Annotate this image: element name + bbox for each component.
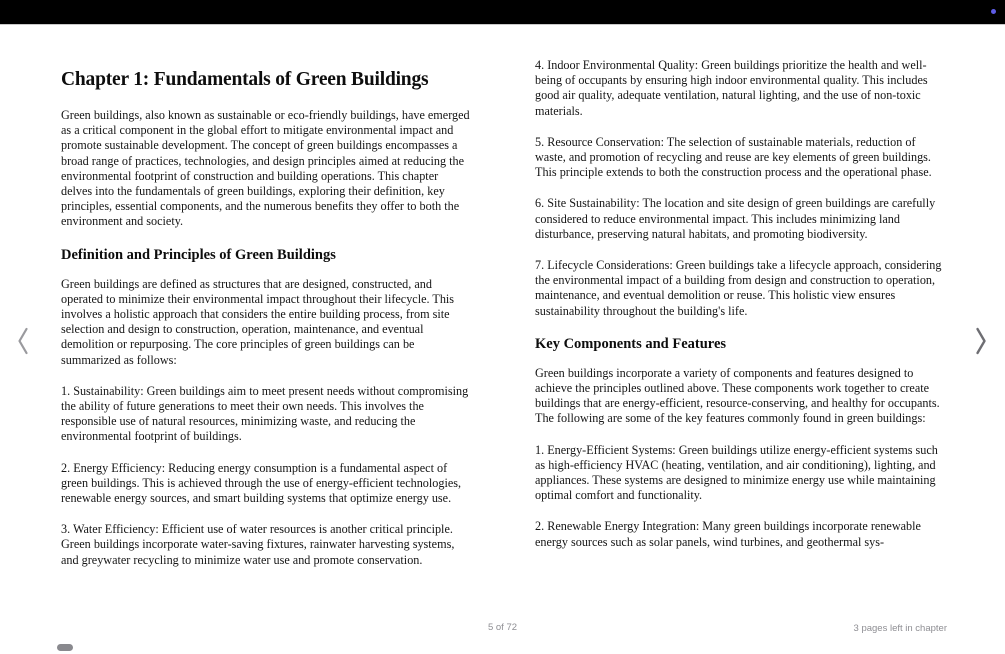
menu-bar bbox=[0, 0, 1005, 25]
chevron-right-icon bbox=[974, 326, 988, 356]
paragraph-component-2: 2. Renewable Energy Integration: Many green buildings incorporate renewable energy sources such as solar panels, wind turbines, and geothermal sys- bbox=[535, 519, 921, 549]
section-heading-components: Key Components and Features bbox=[535, 335, 727, 352]
section-heading-definition: Definition and Principles of Green Buildings bbox=[61, 246, 336, 263]
left-page bbox=[61, 68, 471, 568]
paragraph-principle-4: 4. Indoor Environmental Quality: Green buildings prioritize the health and well-being of occupants by ensuring high indoor environmental quality. This includes good air quality, adequate ventilation, natural lighting, and the use of non-toxic materials. bbox=[535, 58, 928, 118]
paragraph-components-intro: Green buildings incorporate a variety of components and features designed to achieve the principles outlined above. These components work together to create buildings that are energy-efficient, resource-conserving, and healthy for occupants. The following are some of the key features commonly found in green buildings: bbox=[535, 365, 940, 426]
paragraph-principle-5: 5. Resource Conservation: The selection of sustainable materials, reduction of waste, and promotion of recycling and reuse are key elements of green buildings. This principle extends to both the construction process and the operational phase. bbox=[535, 134, 932, 180]
paragraph-component-1: 1. Energy-Efficient Systems: Green buildings utilize energy-efficient systems such as high-efficiency HVAC (heating, ventilation, and air conditioning), lighting, and appliances. These systems are designed to minimize energy use while maintaining optimal comfort and functionality. bbox=[535, 442, 938, 503]
pages-left-label: 3 pages left in chapter bbox=[853, 623, 947, 634]
previous-page-button[interactable] bbox=[16, 326, 30, 356]
chapter-title: Chapter 1: Fundamentals of Green Buildings bbox=[61, 69, 429, 90]
paragraph-principle-6: 6. Site Sustainability: The location and site design of green buildings are carefully considered to reduce environmental impact. This includes minimizing land disturbance, preserving natural habitats, and promoting biodiversity. bbox=[535, 196, 936, 241]
paragraph-principle-2: 2. Energy Efficiency: Reducing energy consumption is a fundamental aspect of green buildings. This is achieved through the use of energy-efficient technologies, renewable energy sources, and smart building systems that optimize energy use. bbox=[61, 460, 462, 506]
chevron-left-icon bbox=[16, 326, 30, 356]
paragraph-principle-1: 1. Sustainability: Green buildings aim to meet present needs without compromising the ability of future generations to meet their own needs. This involves the responsible use of natural resources, minimizing waste, and reducing the environmental footprint of buildings. bbox=[61, 383, 469, 444]
paragraph-principle-7: 7. Lifecycle Considerations: Green buildings take a lifecycle approach, considering the environmental impact of a building from design and construction to operation, maintenance, and eventual demolition or reuse. This holistic view ensures sustainability throughout the building's life. bbox=[535, 258, 942, 318]
paragraph-definition-intro: Green buildings are defined as structures that are designed, constructed, and operated to minimize their environmental impact throughout their lifecycle. This involves a holistic approach that considers the entire building process, from site selection and design to construction, operation, maintenance, and eventual demolition or repurposing. The core principles of green buildings can be summarized as follows: bbox=[61, 276, 455, 367]
paragraph-intro: Green buildings, also known as sustainable or eco-friendly buildings, have emerged as a critical component in the global effort to mitigate environmental impact and promote sustainable development. The concept of green buildings encompasses a broad range of practices, technologies, and design principles aimed at reducing the environmental footprint of construction and building operations. This chapter delves into the fundamentals of green buildings, exploring their definition, key principles, essential components, and the numerous benefits they offer to both the environment and society. bbox=[61, 108, 470, 229]
next-page-button[interactable] bbox=[974, 326, 988, 356]
bottom-left-handle[interactable] bbox=[57, 644, 73, 651]
menubar-status-dot-icon[interactable] bbox=[991, 9, 996, 14]
right-page bbox=[535, 58, 946, 603]
page-indicator: 5 of 72 bbox=[487, 622, 518, 633]
paragraph-principle-3: 3. Water Efficiency: Efficient use of water resources is another critical principle. Green buildings incorporate water-saving fixtures, rainwater harvesting systems, and greywater recycling to minimize water use and promote conservation. bbox=[61, 522, 455, 567]
